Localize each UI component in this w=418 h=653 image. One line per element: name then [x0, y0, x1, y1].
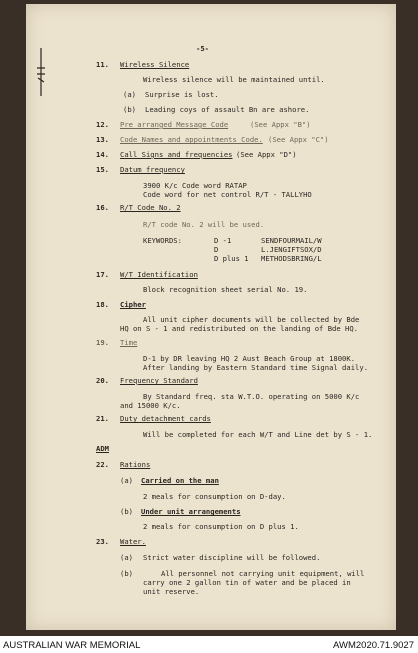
section-11-number: 11. [96, 60, 109, 69]
keyword-day: D [214, 245, 219, 254]
keyword-day: D plus 1 [214, 254, 249, 263]
section-22-a-text: 2 meals for consumption on D-day. [143, 492, 286, 501]
adm-heading: ADM [96, 444, 109, 453]
document-text [26, 4, 396, 630]
section-11-line: Wireless silence will be maintained until. [143, 75, 325, 84]
section-22-b-label: (b) [120, 507, 133, 516]
section-16-number: 16. [96, 203, 109, 212]
section-14-ref: (See Appx "D") [236, 150, 297, 159]
section-20-line-1: By Standard freq. sta W.T.O. operating on 5000 K/c [143, 392, 360, 401]
section-22-title: Rations [120, 460, 151, 469]
section-22-number: 22. [96, 460, 109, 469]
page-number: -5- [196, 44, 209, 53]
archive-footer [0, 638, 418, 653]
section-11-item-a: Surprise is lost. [145, 90, 219, 99]
section-23-number: 23. [96, 537, 109, 546]
section-15-line-2: Code word for net control R/T - TALLYHO [143, 190, 312, 199]
section-14-number: 14. [96, 150, 109, 159]
section-13-ref: (See Appx "C") [268, 135, 329, 144]
section-15-title: Datum frequency [120, 165, 185, 174]
section-22-a-label: (a) [120, 476, 133, 485]
section-14-title: Call Signs and frequencies [120, 150, 233, 159]
section-13-number: 13. [96, 135, 109, 144]
section-18-number: 18. [96, 300, 109, 309]
section-16-line: R/T code No. 2 will be used. [143, 220, 265, 229]
document-page [26, 4, 396, 630]
section-19-line-2: After landing by Eastern Standard time Signal daily. [143, 363, 369, 372]
section-11-item-a-label: (a) [123, 90, 136, 99]
section-19-line-1: D-1 by DR leaving HQ 2 Aust Beach Group at 1800K. [143, 354, 356, 363]
section-15-line-1: 3900 K/c Code word RATAP [143, 181, 247, 190]
footer-institution: AUSTRALIAN WAR MEMORIAL [3, 640, 141, 651]
section-17-line: Block recognition sheet serial No. 19. [143, 285, 308, 294]
section-12-title: Pre arranged Message Code [120, 120, 229, 129]
section-12-number: 12. [96, 120, 109, 129]
section-20-number: 20. [96, 376, 109, 385]
keyword-value: L.JENGIFTSOX/D [261, 245, 322, 254]
keywords-label: KEYWORDS: [143, 236, 182, 245]
section-22-a-title: Carried on the man [141, 476, 219, 485]
section-11-item-b-label: (b) [123, 105, 136, 114]
section-23-b-line-1: All personnel not carrying unit equipment, will [161, 569, 365, 578]
section-18-line-2: HQ on S - 1 and redistributed on the landing of Bde HQ. [120, 324, 358, 333]
keyword-day: D -1 [214, 236, 232, 245]
keyword-value: SENDFOURMAIL/W [261, 236, 322, 245]
section-17-title: W/T Identification [120, 270, 198, 279]
section-18-title: Cipher [120, 300, 146, 309]
section-20-line-2: and 15000 K/c. [120, 401, 181, 410]
section-12-ref: (See Appx "B") [250, 120, 311, 129]
section-21-line: Will be completed for each W/T and Line det by S - 1. [143, 430, 373, 439]
section-20-title: Frequency Standard [120, 376, 198, 385]
section-15-number: 15. [96, 165, 109, 174]
section-13-title: Code Names and appointments Code. [120, 135, 263, 144]
section-23-a-label: (a) [120, 553, 133, 562]
section-16-title: R/T Code No. 2 [120, 203, 181, 212]
section-19-number: 19. [96, 338, 109, 347]
section-21-title: Duty detachment cards [120, 414, 211, 423]
section-17-number: 17. [96, 270, 109, 279]
footer-accession-number: AWM2020.71.9027 [333, 640, 414, 651]
section-19-title: Time [120, 338, 138, 347]
section-11-item-b: Leading coys of assault Bn are ashore. [145, 105, 310, 114]
section-21-number: 21. [96, 414, 109, 423]
section-22-b-title: Under unit arrangements [141, 507, 241, 516]
section-18-line-1: All unit cipher documents will be collected by Bde [143, 315, 360, 324]
section-23-b-line-3: unit reserve. [143, 587, 200, 596]
section-23-title: Water. [120, 537, 146, 546]
keyword-value: METHODSBRING/L [261, 254, 322, 263]
section-23-b-label: (b) [120, 569, 133, 578]
section-11-title: Wireless Silence [120, 60, 190, 69]
section-23-b-line-2: carry one 2 gallon tin of water and be placed in [143, 578, 351, 587]
section-23-a-text: Strict water discipline will be followed. [143, 553, 321, 562]
section-22-b-text: 2 meals for consumption on D plus 1. [143, 522, 299, 531]
